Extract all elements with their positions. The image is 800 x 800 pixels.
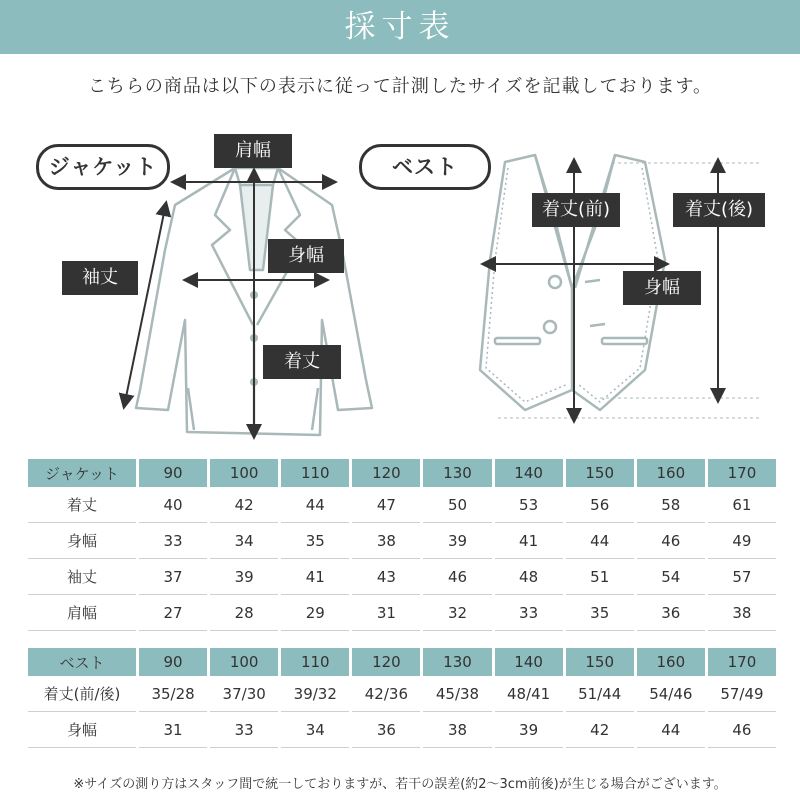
table-cell: 45/38 — [423, 676, 491, 712]
row-label-cell: 着丈(前/後) — [28, 676, 136, 712]
table-header-row — [28, 648, 776, 676]
table-cell: 36 — [352, 712, 420, 748]
table-header-cell: 160 — [637, 648, 705, 676]
tag-vest-front-length: 着丈(前) — [532, 193, 620, 227]
table-cell: 40 — [139, 487, 207, 523]
table-header-cell: 140 — [495, 648, 563, 676]
table-cell: 35 — [566, 595, 634, 631]
table-cell: 46 — [423, 559, 491, 595]
table-cell: 41 — [495, 523, 563, 559]
table-cell: 33 — [210, 712, 278, 748]
table-cell: 36 — [637, 595, 705, 631]
table-header-cell: 170 — [708, 648, 776, 676]
table-header-cell: ベスト — [28, 648, 136, 676]
table-cell: 44 — [281, 487, 349, 523]
table-cell: 54 — [637, 559, 705, 595]
table-header-cell: 130 — [423, 648, 491, 676]
vest-button — [549, 276, 561, 288]
table-cell: 47 — [352, 487, 420, 523]
table-header-cell: 160 — [637, 459, 705, 487]
tag-shoulder-width: 肩幅 — [214, 134, 292, 168]
vest-size-table — [25, 648, 779, 748]
table-cell: 51 — [566, 559, 634, 595]
row-label-cell: 身幅 — [28, 712, 136, 748]
table-cell: 57/49 — [708, 676, 776, 712]
table-cell: 42 — [210, 487, 278, 523]
table-header-cell: 150 — [566, 648, 634, 676]
table-cell: 28 — [210, 595, 278, 631]
tag-sleeve-length: 袖丈 — [62, 261, 138, 295]
table-header-cell: ジャケット — [28, 459, 136, 487]
table-cell: 54/46 — [637, 676, 705, 712]
table-header-cell: 110 — [281, 648, 349, 676]
table-cell: 38 — [708, 595, 776, 631]
table-header-cell: 120 — [352, 648, 420, 676]
table-cell: 29 — [281, 595, 349, 631]
table-cell: 42/36 — [352, 676, 420, 712]
table-cell: 37 — [139, 559, 207, 595]
table-header-cell: 130 — [423, 459, 491, 487]
row-label-cell: 肩幅 — [28, 595, 136, 631]
footnote: ※サイズの測り方はスタッフ間で統一しておりますが、若干の誤差(約2〜3cm前後)が生じる場合がございます。 — [73, 777, 727, 792]
table-cell: 42 — [566, 712, 634, 748]
table-cell: 31 — [139, 712, 207, 748]
table-row — [28, 559, 776, 595]
table-cell: 48 — [495, 559, 563, 595]
row-label-cell: 身幅 — [28, 523, 136, 559]
table-row — [28, 712, 776, 748]
table-cell: 61 — [708, 487, 776, 523]
table-row — [28, 523, 776, 559]
table-header-cell: 90 — [139, 648, 207, 676]
table-cell: 39 — [210, 559, 278, 595]
table-cell: 33 — [139, 523, 207, 559]
table-cell: 32 — [423, 595, 491, 631]
vest-pocket — [602, 338, 647, 344]
table-cell: 39 — [423, 523, 491, 559]
table-cell: 53 — [495, 487, 563, 523]
table-header-cell: 120 — [352, 459, 420, 487]
table-cell: 50 — [423, 487, 491, 523]
row-label-cell: 袖丈 — [28, 559, 136, 595]
table-header-cell: 150 — [566, 459, 634, 487]
table-cell: 44 — [637, 712, 705, 748]
tag-vest-chest-width: 身幅 — [623, 271, 701, 305]
table-cell: 33 — [495, 595, 563, 631]
table-cell: 43 — [352, 559, 420, 595]
table-header-cell: 100 — [210, 459, 278, 487]
tag-body-length: 着丈 — [263, 345, 341, 379]
table-cell: 38 — [352, 523, 420, 559]
table-cell: 58 — [637, 487, 705, 523]
tag-chest-width: 身幅 — [268, 239, 344, 273]
row-label-cell: 着丈 — [28, 487, 136, 523]
table-cell: 35 — [281, 523, 349, 559]
intro-text: こちらの商品は以下の表示に従って計測したサイズを記載しております。 — [87, 76, 713, 97]
table-row — [28, 595, 776, 631]
table-cell: 39/32 — [281, 676, 349, 712]
table-cell: 34 — [281, 712, 349, 748]
table-cell: 48/41 — [495, 676, 563, 712]
table-cell: 31 — [352, 595, 420, 631]
table-header-cell: 170 — [708, 459, 776, 487]
table-cell: 41 — [281, 559, 349, 595]
table-cell: 34 — [210, 523, 278, 559]
table-header-cell: 110 — [281, 459, 349, 487]
table-cell: 38 — [423, 712, 491, 748]
table-header-row — [28, 459, 776, 487]
table-cell: 35/28 — [139, 676, 207, 712]
vest-table-body — [28, 676, 776, 748]
table-cell: 49 — [708, 523, 776, 559]
table-row — [28, 676, 776, 712]
table-header-cell: 140 — [495, 459, 563, 487]
table-cell: 56 — [566, 487, 634, 523]
table-cell: 46 — [708, 712, 776, 748]
table-cell: 39 — [495, 712, 563, 748]
tag-vest-back-length: 着丈(後) — [673, 193, 765, 227]
table-cell: 51/44 — [566, 676, 634, 712]
jacket-label: ジャケット — [36, 144, 170, 190]
table-cell: 37/30 — [210, 676, 278, 712]
jacket-table-body — [28, 487, 776, 631]
table-header-cell: 90 — [139, 459, 207, 487]
vest-pocket — [495, 338, 540, 344]
page-title: 採寸表 — [0, 0, 800, 54]
table-cell: 27 — [139, 595, 207, 631]
table-header-cell: 100 — [210, 648, 278, 676]
jacket-size-table — [25, 459, 779, 631]
table-cell: 57 — [708, 559, 776, 595]
table-row — [28, 487, 776, 523]
vest-button — [544, 321, 556, 333]
vest-label: ベスト — [359, 144, 491, 190]
table-cell: 44 — [566, 523, 634, 559]
table-cell: 46 — [637, 523, 705, 559]
measurement-illustration — [0, 120, 800, 450]
